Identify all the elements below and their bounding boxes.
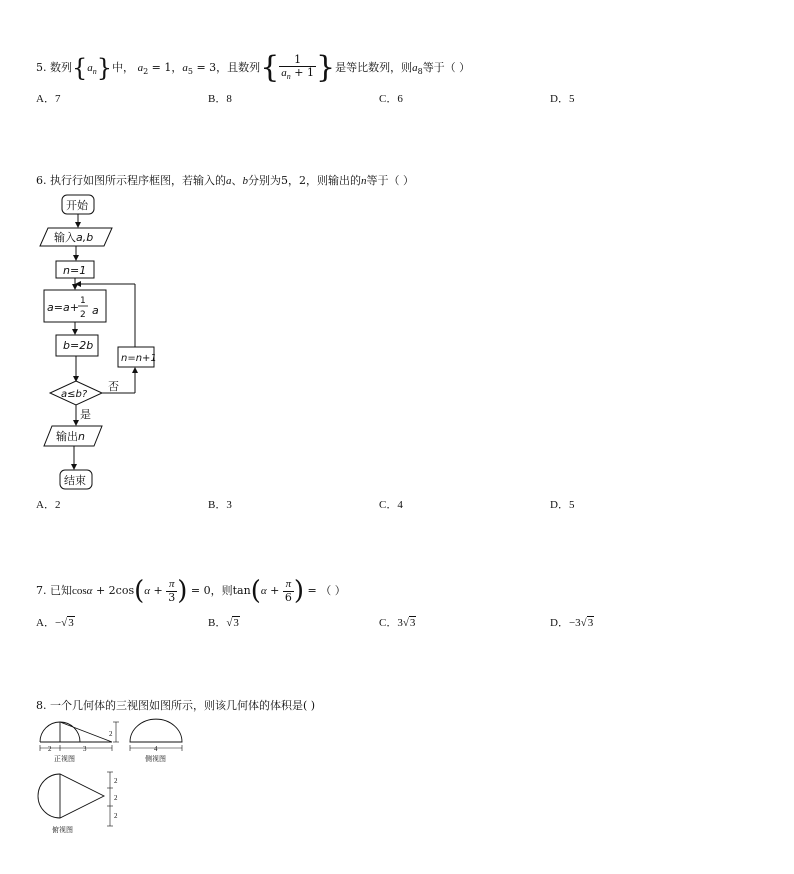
q5-option-a[interactable]: A．7 — [36, 93, 61, 105]
q5-seq-n: n — [92, 67, 97, 77]
front-view-shape — [40, 722, 112, 742]
front-view-label: 正视图 — [54, 755, 75, 763]
q5-option-c[interactable]: C．6 — [379, 93, 403, 105]
top-h2: 2 — [114, 794, 118, 802]
q5-fraction: $\frac{1}{a_n + 1}$ — [281, 53, 314, 82]
question-7: 7. 已知cosα + 2cos(α + $\frac{\pi}{3}$ ) = 0，则tan(α + $\frac{\pi}{6}$ ) = （ ） — [36, 576, 346, 606]
q5-a5-val: = 3，且数列 — [192, 61, 261, 74]
flow-assign-a-left: a=a+ — [47, 301, 79, 314]
flow-condition-label: a≤b? — [61, 389, 88, 400]
flow-input-label: 输入a,b — [54, 231, 94, 244]
side-view-shape — [130, 719, 182, 742]
front-w2: 3 — [83, 745, 87, 753]
q6-option-d[interactable]: D．5 — [550, 499, 575, 511]
flow-assign-a-num: 1 — [80, 296, 86, 306]
q5-a2-sub: 2 — [143, 67, 149, 77]
q5-a8: a — [412, 62, 418, 74]
flow-yes-label: 是 — [80, 408, 91, 421]
flow-assign-a-den: 2 — [80, 310, 86, 320]
q5-a2-val: = 1， — [148, 61, 183, 74]
q5-a8-sub: 8 — [417, 67, 423, 77]
question-6: 6. 执行行如图所示程序框图，若输入的a、b分别为5，2，则输出的n等于（ ） — [36, 174, 414, 187]
front-w1: 2 — [48, 745, 52, 753]
q7-option-d[interactable]: D．−3√3 — [550, 617, 594, 629]
q5-seq-a: a — [87, 62, 93, 74]
top-view-label: 俯视图 — [52, 826, 73, 834]
three-view-figure — [32, 714, 192, 836]
flow-end-label: 结束 — [64, 474, 86, 487]
q5-option-d[interactable]: D．5 — [550, 93, 575, 105]
question-8: 8. 一个几何体的三视图如图所示，则该几何体的体积是( ) — [36, 699, 316, 712]
flow-start-label: 开始 — [66, 199, 88, 212]
top-h3: 2 — [114, 812, 118, 820]
flow-output-label: 输出n — [56, 430, 85, 443]
q6-option-b[interactable]: B．3 — [208, 499, 232, 511]
q5-after: 是等比数列，则 — [335, 61, 413, 74]
front-h: 2 — [109, 730, 113, 738]
q7-option-b[interactable]: B．√3 — [208, 617, 239, 629]
q5-option-b[interactable]: B．8 — [208, 93, 232, 105]
flow-assign-a-var: a — [92, 304, 99, 317]
q5-a5-sub: 5 — [187, 67, 193, 77]
q7-option-a[interactable]: A．−√3 — [36, 617, 74, 629]
q5-a5: a — [182, 62, 188, 74]
top-h1: 2 — [114, 777, 118, 785]
q5-prefix: 5. 数列 — [36, 61, 72, 74]
flowchart — [30, 190, 180, 495]
top-view-shape — [38, 774, 104, 818]
q5-tail: 等于（ ） — [422, 61, 471, 74]
q5-mid: 中， — [112, 61, 135, 74]
side-w: 4 — [154, 745, 158, 753]
q6-option-c[interactable]: C．4 — [379, 499, 403, 511]
flow-assign-b-label: b=2b — [63, 339, 94, 352]
q6-option-a[interactable]: A．2 — [36, 499, 61, 511]
flow-init-label: n=1 — [63, 264, 87, 277]
flow-increment-label: n=n+1 — [121, 353, 157, 364]
flow-no-label: 否 — [108, 380, 119, 393]
side-view-label: 侧视图 — [145, 755, 166, 763]
q5-a2: a — [137, 62, 144, 74]
q7-option-c[interactable]: C．3√3 — [379, 617, 416, 629]
question-5: 5. 数列$\{a_n\}$中， $a_2 = 1$，$a_5 = 3$，且数列{ $\frac{1}{a_n + 1}$ }是等比数列，则$a_8$等于（ ） — [36, 50, 471, 85]
